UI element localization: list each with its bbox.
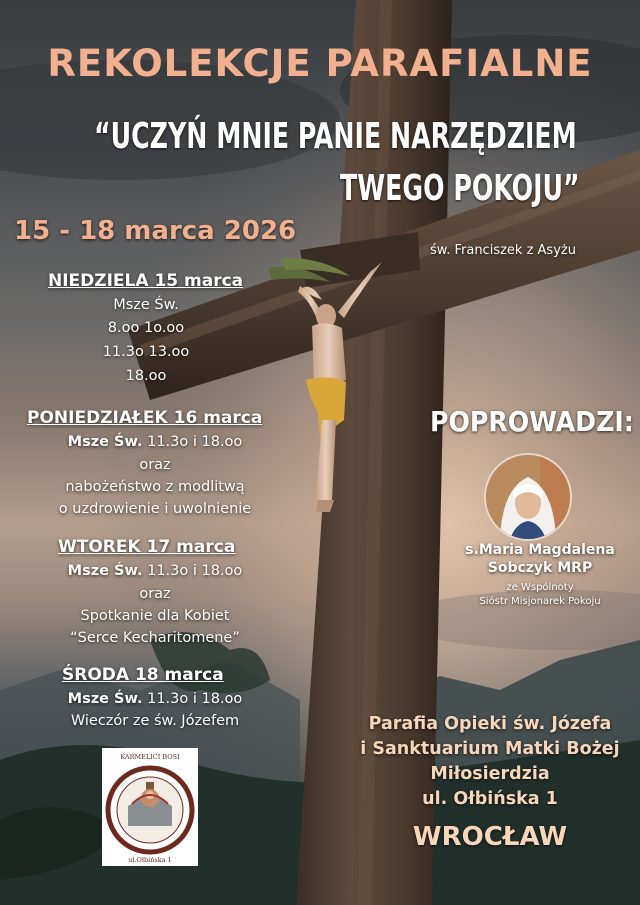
masses-label: Msze Św. — [67, 691, 143, 707]
parish-line-1: Parafia Opieki św. Józefa — [368, 714, 612, 734]
day-heading-wednesday: ŚRODA 18 marca — [62, 665, 224, 685]
quote-attribution: św. Franciszek z Asyżu — [430, 243, 576, 258]
masses-times: 11.3o i 18.oo — [147, 434, 243, 450]
event-dates: 15 - 18 marca 2026 — [14, 216, 297, 246]
schedule-line: nabożeństwo z modlitwą — [65, 479, 245, 495]
leader-portrait — [484, 453, 572, 541]
day-heading-monday: PONIEDZIAŁEK 16 marca — [27, 408, 263, 428]
leader-name-line-1: s.Maria Magdalena — [465, 542, 615, 558]
masses-label: Msze Św. — [67, 434, 143, 450]
parish-logo — [102, 748, 198, 866]
leader-org-line-1: ze Wspólnoty — [506, 582, 574, 593]
leader-org-line-2: Sióstr Misjonarek Pokoju — [479, 596, 601, 607]
schedule-line: o uzdrowienie i uwolnienie — [58, 501, 252, 517]
masses-times: 11.3o i 18.oo — [147, 691, 243, 707]
masses-line — [20, 563, 290, 579]
parish-line-4: ul. Ołbińska 1 — [422, 789, 558, 809]
schedule-line: 18.oo — [125, 368, 167, 384]
parish-seal — [102, 748, 198, 866]
schedule-line: oraz — [139, 586, 171, 602]
schedule-line: Wieczór ze św. Józefem — [70, 713, 240, 729]
svg-text:KARMELICI BOSI: KARMELICI BOSI — [120, 753, 180, 761]
portrait-image — [486, 455, 570, 539]
city-name: WROCŁAW — [412, 822, 568, 852]
masses-line — [20, 434, 290, 450]
schedule-line: Msze Św. — [113, 297, 179, 313]
page-title: REKOLEKCJE PARAFIALNE — [47, 42, 593, 85]
quote-line-1: “UCZYŃ MNIE PANIE NARZĘDZIEM — [94, 116, 577, 157]
parish-line-2: i Sanktuarium Matki Bożej — [360, 739, 620, 759]
quote-line-2: TWEGO POKOJU” — [340, 168, 580, 209]
day-heading-sunday: NIEDZIELA 15 marca — [48, 271, 244, 291]
schedule-line: 11.3o 13.oo — [102, 344, 190, 360]
leader-heading: POPROWADZI: — [430, 405, 634, 438]
schedule-line: oraz — [139, 457, 171, 473]
masses-line — [20, 691, 290, 707]
svg-text:ul.Ołbińska 1: ul.Ołbińska 1 — [128, 856, 172, 864]
masses-times: 11.3o i 18.oo — [147, 563, 243, 579]
schedule-line: “Serce Kecharitomene” — [70, 630, 240, 646]
day-heading-tuesday: WTOREK 17 marca — [58, 537, 236, 557]
schedule-line: 8.oo 1o.oo — [107, 320, 185, 336]
parish-line-3: Miłosierdzia — [430, 764, 550, 784]
schedule-line: Spotkanie dla Kobiet — [80, 608, 230, 624]
masses-label: Msze Św. — [67, 563, 143, 579]
leader-name-line-2: Sobczyk MRP — [487, 560, 593, 576]
